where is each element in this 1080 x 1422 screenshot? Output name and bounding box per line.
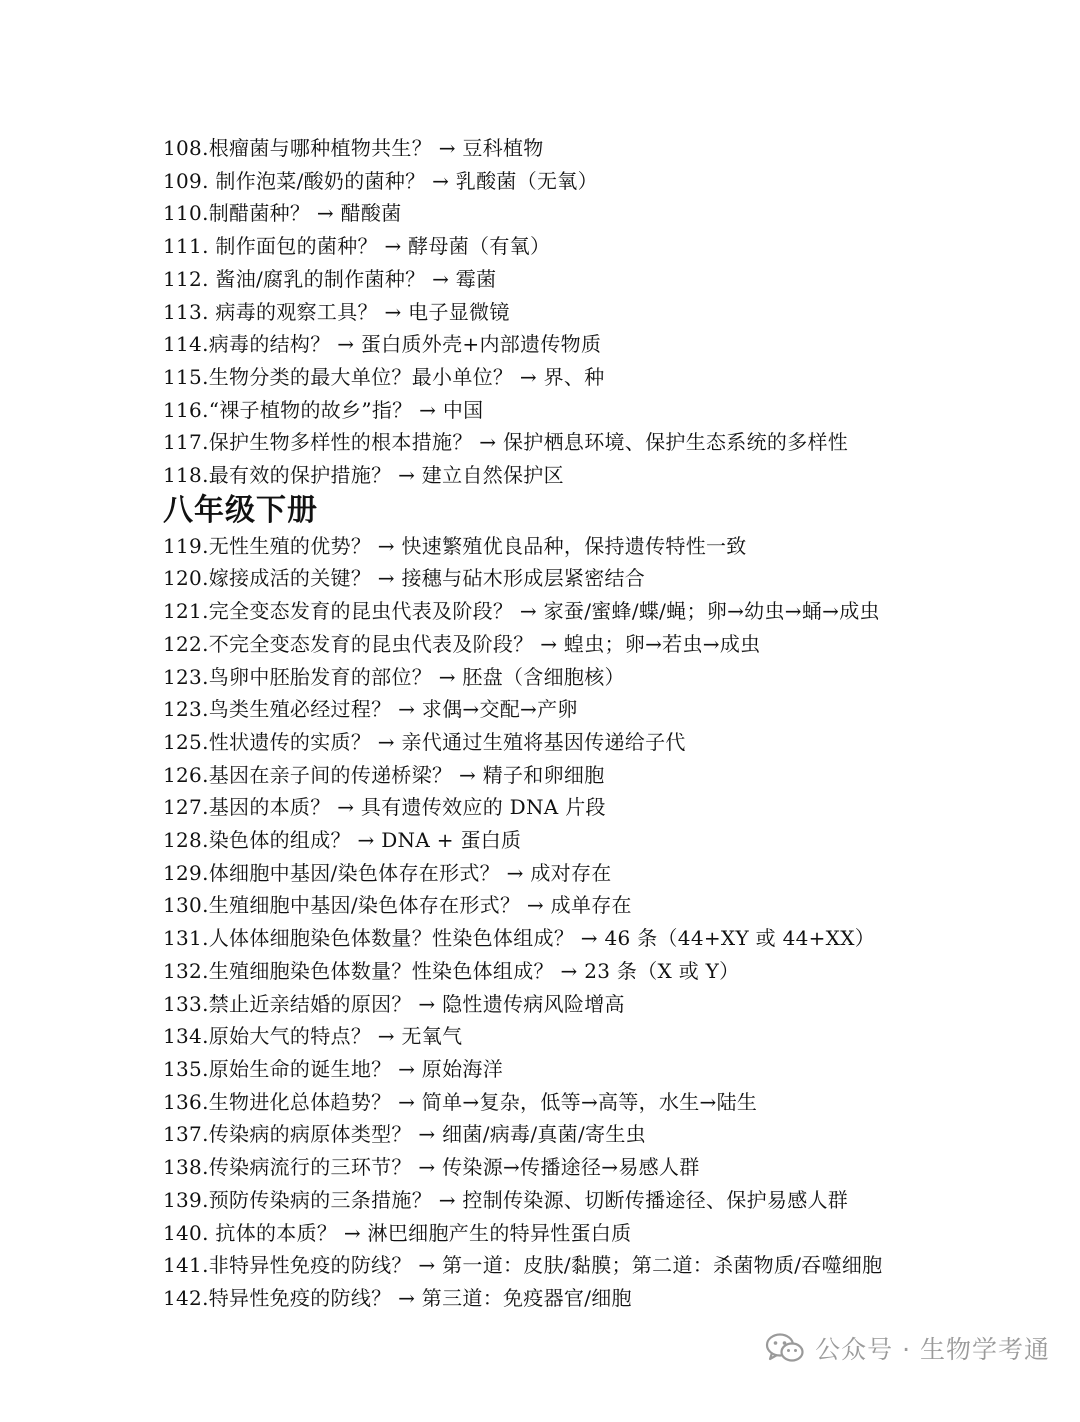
qa-item: 118.最有效的保护措施？ → 建立自然保护区 bbox=[163, 463, 564, 488]
qa-item: 121.完全变态发育的昆虫代表及阶段？ → 家蚕/蜜蜂/蝶/蝇；卵→幼虫→蛹→成虫 bbox=[163, 599, 880, 624]
grade8-upper-items bbox=[163, 132, 963, 492]
watermark bbox=[765, 1330, 1050, 1366]
qa-item: 116.“裸子植物的故乡”指？ → 中国 bbox=[163, 397, 484, 422]
qa-item: 134.原始大气的特点？ → 无氧气 bbox=[163, 1024, 463, 1049]
qa-item: 128.染色体的组成？ → DNA + 蛋白质 bbox=[163, 828, 522, 853]
qa-item: 131.人体体细胞染色体数量？性染色体组成？ → 46 条（44+XY 或 44+XX） bbox=[163, 926, 876, 951]
qa-item: 135.原始生命的诞生地？ → 原始海洋 bbox=[163, 1056, 504, 1081]
qa-item: 136.生物进化总体趋势？ → 简单→复杂，低等→高等，水生→陆生 bbox=[163, 1089, 758, 1114]
grade8-lower-items bbox=[163, 530, 963, 1315]
qa-item: 140. 抗体的本质？ → 淋巴细胞产生的特异性蛋白质 bbox=[163, 1220, 632, 1245]
qa-list bbox=[163, 132, 963, 1315]
qa-item: 132.生殖细胞染色体数量？性染色体组成？ → 23 条（X 或 Y） bbox=[163, 958, 740, 983]
qa-item: 122.不完全变态发育的昆虫代表及阶段？ → 蝗虫；卵→若虫→成虫 bbox=[163, 631, 761, 656]
qa-item: 126.基因在亲子间的传递桥梁？ → 精子和卵细胞 bbox=[163, 762, 605, 787]
qa-item: 117.保护生物多样性的根本措施？ → 保护栖息环境、保护生态系统的多样性 bbox=[163, 430, 849, 455]
watermark-text: 公众号 · 生物学考通 bbox=[815, 1335, 1050, 1364]
wechat-icon bbox=[765, 1332, 805, 1364]
qa-item: 130.生殖细胞中基因/染色体存在形式？ → 成单存在 bbox=[163, 893, 632, 918]
qa-item: 114.病毒的结构？ → 蛋白质外壳+内部遗传物质 bbox=[163, 332, 602, 357]
qa-item: 133.禁止近亲结婚的原因？ → 隐性遗传病风险增高 bbox=[163, 991, 625, 1016]
qa-item: 123.鸟卵中胚胎发育的部位？ → 胚盘（含细胞核） bbox=[163, 664, 625, 689]
section-title: 八年级下册 bbox=[163, 492, 318, 528]
qa-item: 138.传染病流行的三环节？ → 传染源→传播途径→易感人群 bbox=[163, 1155, 700, 1180]
qa-item: 113. 病毒的观察工具？ → 电子显微镜 bbox=[163, 299, 510, 324]
qa-item: 127.基因的本质？ → 具有遗传效应的 DNA 片段 bbox=[163, 795, 606, 820]
qa-item: 129.体细胞中基因/染色体存在形式？ → 成对存在 bbox=[163, 860, 612, 885]
qa-item: 125.性状遗传的实质？ → 亲代通过生殖将基因传递给子代 bbox=[163, 729, 686, 754]
qa-item: 141.非特异性免疫的防线？ → 第一道：皮肤/黏膜；第二道：杀菌物质/吞噬细胞 bbox=[163, 1253, 883, 1278]
qa-item: 123.鸟类生殖必经过程？ → 求偶→交配→产卵 bbox=[163, 697, 578, 722]
qa-item: 142.特异性免疫的防线？ → 第三道：免疫器官/细胞 bbox=[163, 1285, 632, 1310]
qa-item: 108.根瘤菌与哪种植物共生？ → 豆科植物 bbox=[163, 136, 544, 160]
qa-item: 120.嫁接成活的关键？ → 接穗与砧木形成层紧密结合 bbox=[163, 566, 646, 591]
qa-item: 109. 制作泡菜/酸奶的菌种？ → 乳酸菌（无氧） bbox=[163, 168, 598, 193]
qa-item: 139.预防传染病的三条措施？ → 控制传染源、切断传播途径、保护易感人群 bbox=[163, 1187, 849, 1212]
qa-item: 110.制醋菌种？ → 醋酸菌 bbox=[163, 201, 402, 226]
qa-item: 111. 制作面包的菌种？ → 酵母菌（有氧） bbox=[163, 234, 551, 259]
qa-item: 115.生物分类的最大单位？最小单位？ → 界、种 bbox=[163, 364, 605, 389]
qa-item: 112. 酱油/腐乳的制作菌种？ → 霉菌 bbox=[163, 266, 497, 291]
qa-item: 119.无性生殖的优势？ → 快速繁殖优良品种，保持遗传特性一致 bbox=[163, 533, 747, 558]
qa-item: 137.传染病的病原体类型？ → 细菌/病毒/真菌/寄生虫 bbox=[163, 1122, 646, 1147]
